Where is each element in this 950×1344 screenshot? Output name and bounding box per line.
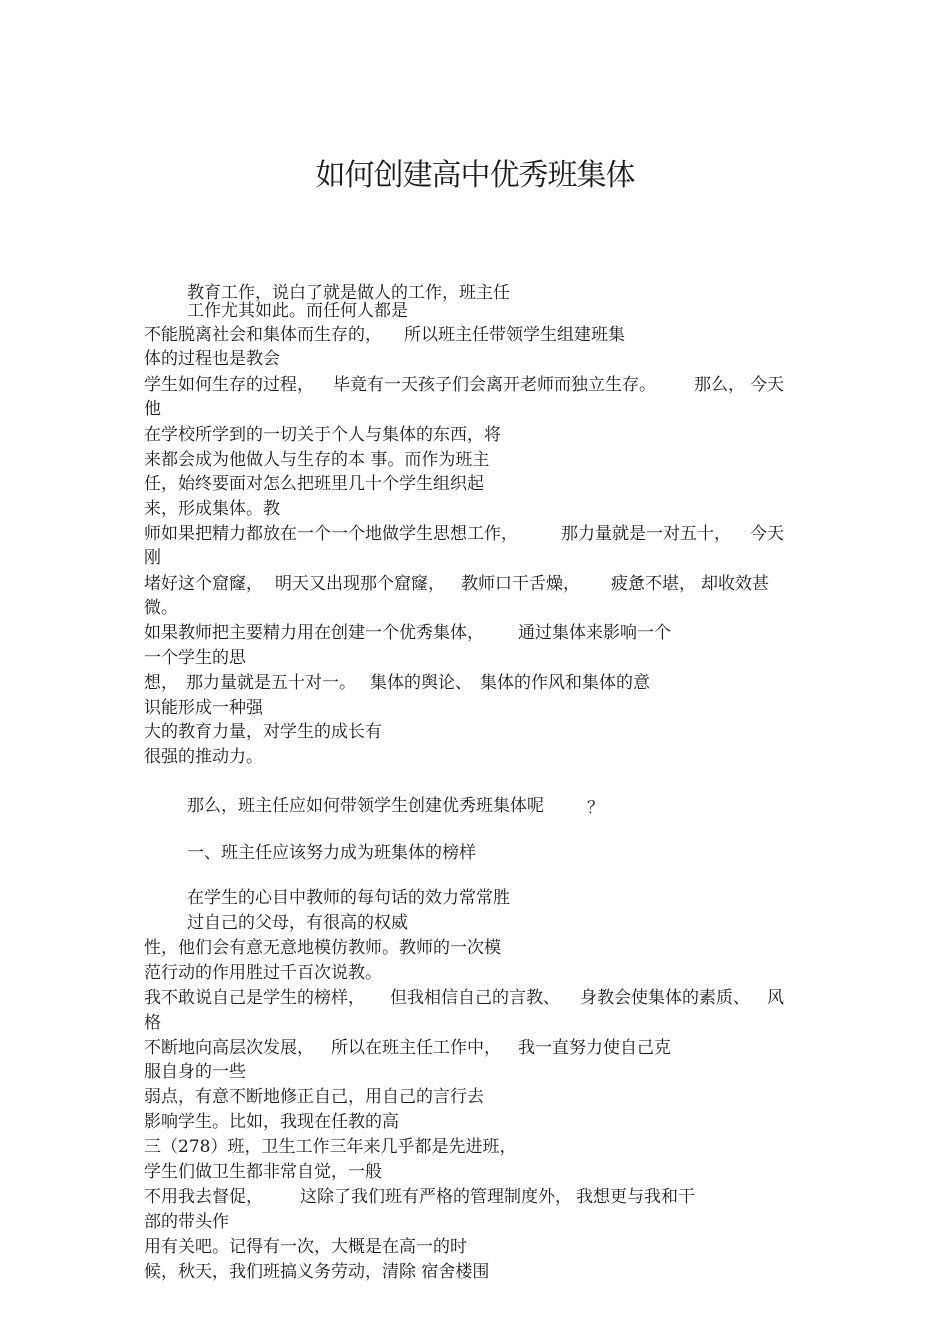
text-line: 很强的推动力。 — [144, 747, 263, 767]
text-line: 影响学生。比如，我现在任教的高 — [144, 1112, 399, 1132]
text-line: 过自己的父母，有很高的权威 — [187, 913, 408, 933]
text-line: 格 — [144, 1013, 161, 1033]
text-line: 一、班主任应该努力成为班集体的榜样 — [187, 843, 476, 863]
text-line: 却收效甚 — [701, 574, 769, 594]
text-line: 我一直努力使自己克 — [518, 1038, 671, 1058]
text-line: 刚 — [144, 548, 161, 568]
text-line: 集体的舆论、 — [370, 673, 472, 693]
text-line: 来，形成集体。教 — [144, 499, 280, 519]
text-line: 来都会成为他做人与生存的本 事。而作为班主 — [144, 450, 490, 470]
text-line: 我想更与我和干 — [576, 1187, 695, 1207]
text-line: 他 — [144, 399, 161, 419]
text-line: 一个学生的思 — [144, 648, 246, 668]
text-line: 在学校所学到的一切关于个人与集体的东西，将 — [144, 425, 501, 445]
text-line: 风 — [767, 988, 784, 1008]
text-line: 但我相信自己的言教、 — [390, 988, 560, 1008]
text-line: 不断地向高层次发展， — [144, 1038, 314, 1058]
text-line: 通过集体来影响一个 — [518, 623, 671, 643]
text-line: 今天 — [750, 524, 784, 544]
text-line: 识能形成一种强 — [144, 698, 263, 718]
text-line: 弱点，有意不断地修正自己，用自己的言行去 — [144, 1087, 484, 1107]
text-line: 范行动的作用胜过千百次说教。 — [144, 963, 382, 983]
text-line: 明天又出现那个窟窿， — [275, 574, 445, 594]
text-line: 我不敢说自己是学生的榜样， — [144, 988, 365, 1008]
text-line: 在学生的心目中教师的每句话的效力常常胜 — [187, 888, 510, 908]
text-line: 想， — [144, 673, 178, 693]
text-line: 那力量就是一对五十， — [561, 524, 731, 544]
text-line: 三（278）班，卫生工作三年来几乎都是先进班， — [144, 1137, 517, 1157]
text-line: 那力量就是五十对一。 — [186, 673, 356, 693]
text-line: 体的过程也是教会 — [144, 349, 280, 369]
text-line: 这除了我们班有严格的管理制度外， — [300, 1187, 572, 1207]
text-line: 身教会使集体的素质、 — [580, 988, 750, 1008]
text-line: 今天 — [750, 375, 784, 395]
text-line: 任，始终要面对怎么把班里几十个学生组织起 — [144, 474, 484, 494]
text-line: 学生们做卫生都非常自觉，一般 — [144, 1162, 382, 1182]
text-line: 教师口干舌燥， — [461, 574, 580, 594]
text-line: 部的带头作 — [144, 1212, 229, 1232]
text-line: 毕竟有一天孩子们会离开老师而独立生存。 — [333, 375, 656, 395]
document-title: 如何创建高中优秀班集体 — [315, 158, 635, 193]
text-line: 性，他们会有意无意地模仿教师。教师的一次模 — [144, 938, 501, 958]
text-line: 学生如何生存的过程， — [144, 375, 314, 395]
text-line: 微。 — [144, 598, 178, 618]
text-line: 不用我去督促， — [144, 1187, 263, 1207]
text-line: 师如果把精力都放在一个一个地做学生思想工作， — [144, 524, 518, 544]
text-line: 那么，班主任应如何带领学生创建优秀班集体呢 — [187, 796, 544, 816]
text-line: 服自身的一些 — [144, 1062, 246, 1082]
text-line: 疲惫不堪， — [611, 574, 696, 594]
text-line: 大的教育力量，对学生的成长有 — [144, 722, 382, 742]
text-line: 候，秋天，我们班搞义务劳动，清除 宿舍楼围 — [144, 1262, 490, 1282]
text-line: 所以在班主任工作中， — [331, 1038, 501, 1058]
text-line: 用有关吧。记得有一次，大概是在高一的时 — [144, 1237, 467, 1257]
text-line: 如果教师把主要精力用在创建一个优秀集体， — [144, 623, 484, 643]
text-line: ？ — [587, 798, 604, 818]
text-line: 那么， — [694, 375, 745, 395]
text-line: 集体的作风和集体的意 — [480, 673, 650, 693]
text-line: 教育工作，说白了就是做人的工作，班主任 — [187, 283, 510, 303]
text-line: 堵好这个窟窿， — [144, 574, 263, 594]
text-line: 工作尤其如此。而任何人都是 — [187, 301, 408, 321]
text-line: 不能脱离社会和集体而生存的， — [144, 325, 382, 345]
text-line: 所以班主任带领学生组建班集 — [404, 325, 625, 345]
